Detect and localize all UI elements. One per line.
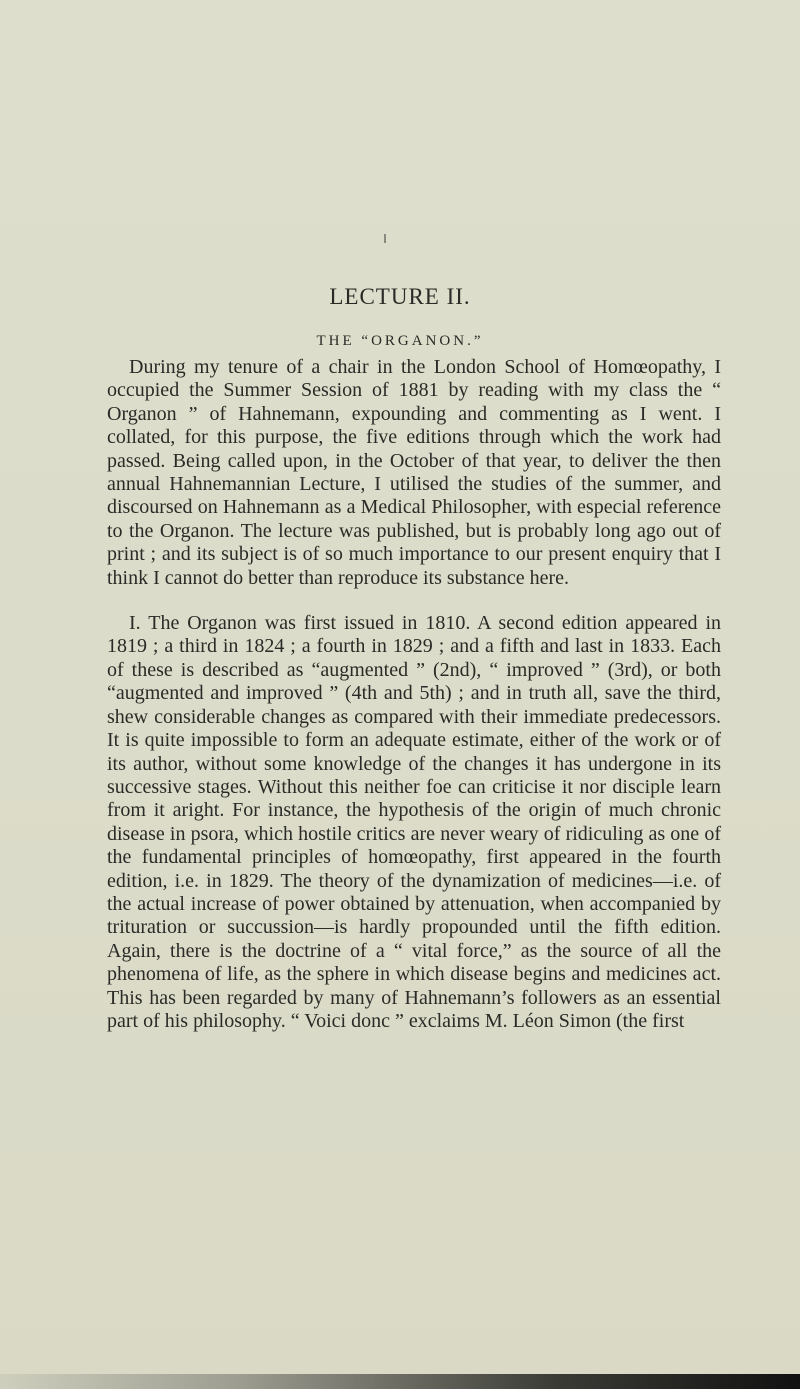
print-mark — [384, 234, 386, 243]
page-edge-shadow — [0, 1374, 800, 1389]
paragraph-intro: During my tenure of a chair in the London School of Homœopathy, I occupied the Summer Session of 1881 by reading with my class the “ Organon ” of Hahnemann, expounding and commenting as I went. I collated, for this purpose, the five editions through which the work had passed. Being called upon, in the October of that year, to deliver the then annual Hahnemannian Lecture, I utilised the studies of the summer, and discoursed on Hahnemann as a Medical Philosopher, with especial reference to the Organon. The lecture was published, but is probably long ago out of print ; and its subject is of so much importance to our present enquiry that I think I cannot do better than reproduce its substance here. — [107, 356, 721, 589]
body-text — [107, 356, 721, 1033]
lecture-title: LECTURE II. — [329, 284, 471, 309]
section-subtitle: THE “ORGANON.” — [316, 333, 484, 349]
paragraph-editions: I. The Organon was first issued in 1810. A second edition appeared in 1819 ; a third in 1824 ; a fourth in 1829 ; and a fifth and last in 1833. Each of these is described as “augmented ” (2nd), “ improved ” (3rd), or both “augmented and improved ” (4th and 5th) ; and in truth all, save the third, shew considerable changes as compared with their immediate predecessors. It is quite impossible to form an adequate estimate, either of the work or of its author, without some knowledge of the changes it has undergone in its successive stages. Without this neither foe can criticise it nor disciple learn from it aright. For instance, the hypothesis of the origin of much chronic disease in psora, which hostile critics are never weary of ridiculing as one of the fundamental principles of homœopathy, first appeared in the fourth edition, i.e. in 1829. The theory of the dynamization of medicines—i.e. of the actual increase of power obtained by attenuation, when accompanied by trituration or succussion—is hardly propounded until the fifth edition. Again, there is the doctrine of a “ vital force,” as the source of all the phenomena of life, as the sphere in which disease begins and medicines act. This has been regarded by many of Hahnemann’s followers as an essential part of his philosophy. “ Voici donc ” exclaims M. Léon Simon (the first — [107, 612, 721, 1032]
